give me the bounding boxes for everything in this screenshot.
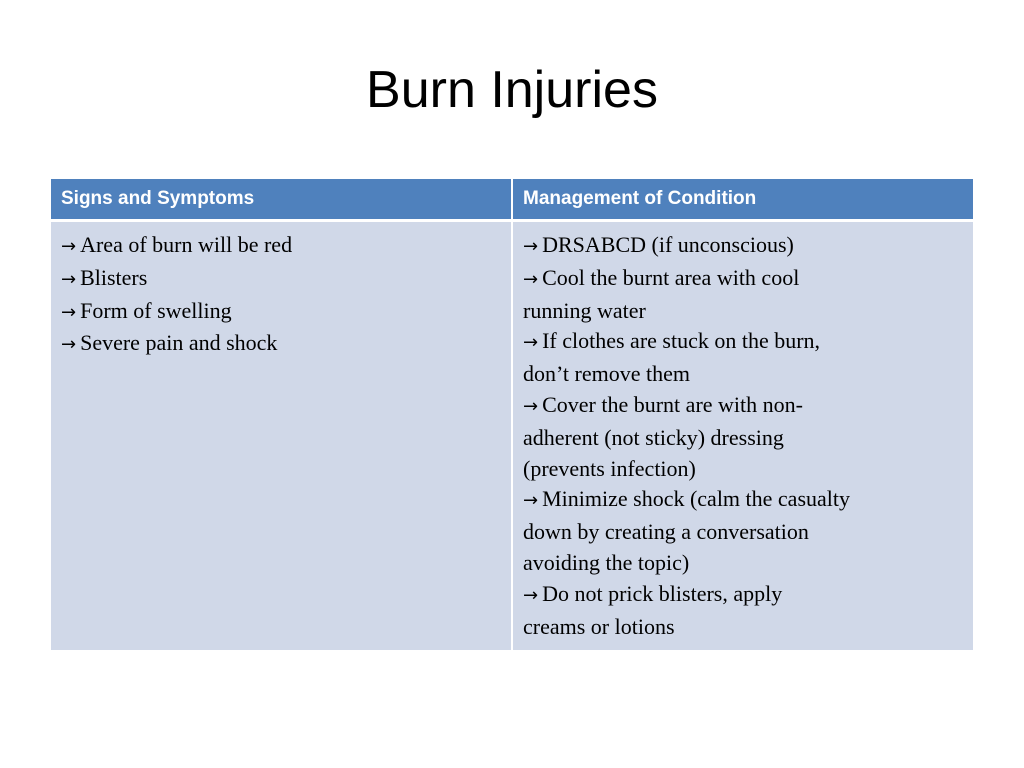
management-item: → Cool the burnt area with cool [523, 264, 800, 290]
arrow-right-icon: → [523, 490, 539, 512]
header-management-of-condition: Management of Condition [512, 179, 973, 221]
arrow-right-icon: → [61, 268, 77, 290]
management-item-continued: adherent (not sticky) dressing [523, 424, 784, 450]
management-item: → DRSABCD (if unconscious) [523, 232, 794, 257]
table-body-row [51, 221, 973, 652]
header-signs-and-symptoms: Signs and Symptoms [51, 179, 512, 221]
arrow-right-icon: → [523, 584, 539, 606]
arrow-right-icon: → [61, 301, 77, 323]
signs-item: → Blisters [61, 264, 148, 290]
management-item: → Do not prick blisters, apply [523, 580, 783, 606]
signs-cell [51, 221, 512, 652]
arrow-right-icon: → [61, 236, 77, 257]
arrow-right-icon: → [523, 268, 539, 290]
arrow-right-icon: → [523, 395, 539, 417]
management-item: → Cover the burnt are with non- [523, 391, 803, 417]
management-item: → If clothes are stuck on the burn, [523, 328, 821, 354]
management-item-continued: avoiding the topic) [523, 549, 690, 575]
management-item-continued: creams or lotions [523, 613, 675, 639]
signs-item: → Severe pain and shock [61, 330, 278, 356]
signs-item: → Form of swelling [61, 297, 232, 323]
arrow-right-icon: → [523, 236, 539, 257]
management-item: → Minimize shock (calm the casualty [523, 486, 850, 512]
arrow-right-icon: → [523, 332, 539, 354]
signs-item: → Area of burn will be red [61, 232, 293, 257]
management-item-continued: (prevents infection) [523, 455, 696, 481]
table-header-row [51, 179, 973, 221]
burn-injuries-table [51, 179, 973, 652]
management-item-continued: running water [523, 297, 646, 323]
management-item-continued: down by creating a conversation [523, 519, 809, 545]
management-cell [512, 221, 973, 652]
slide-title: Burn Injuries [366, 61, 658, 119]
management-item-continued: don’t remove them [523, 361, 690, 387]
arrow-right-icon: → [61, 334, 77, 356]
